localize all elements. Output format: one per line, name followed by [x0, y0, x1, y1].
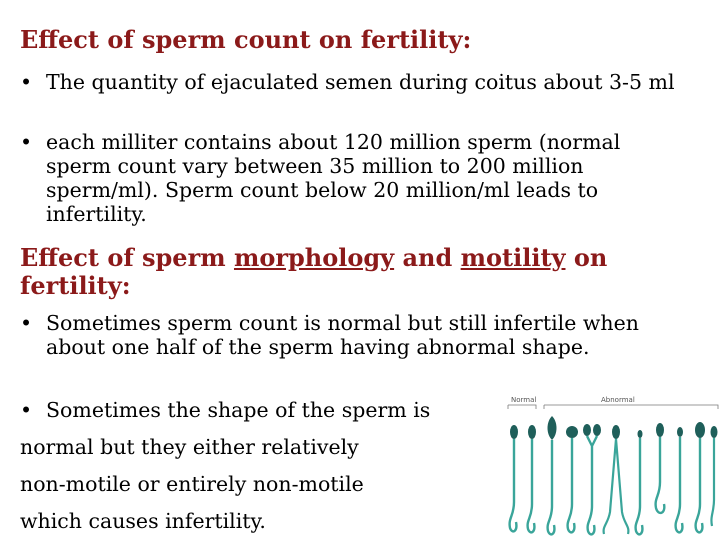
label-abnormal: Abnormal [601, 396, 635, 404]
sperm-illustration-svg [500, 392, 720, 540]
bullet-normal-shape [20, 398, 500, 422]
bullet-text: The quantity of ejaculated semen during coitus about 3-5 ml [46, 70, 675, 94]
continuation-line-2: non-motile or entirely non-motile [20, 472, 364, 496]
sperm-abnormal-large-head [695, 422, 705, 532]
bullet-text: Sometimes sperm count is normal but still infertile when about one half of the sperm having abnormal shape. [46, 311, 639, 359]
sperm-abnormal-round [566, 426, 578, 532]
bullet-marker: • [20, 70, 33, 94]
bullet-text: each milliter contains about 120 million sperm (normal sperm count vary between 35 million to 200 million sperm/ml). Sperm count below 20 million/ml leads to infertility. [46, 130, 621, 226]
bullet-marker: • [20, 311, 33, 335]
bracket-normal [508, 405, 536, 409]
morphology-underlined: morphology [233, 243, 395, 272]
heading-morphology-motility: Effect of sperm morphology and motility on fertility: [20, 243, 608, 300]
bullet-ejaculate-quantity [20, 70, 690, 94]
sperm-normal-2 [528, 425, 536, 532]
sperm-abnormal-double-head [583, 424, 601, 534]
sperm-abnormal-small-head [676, 427, 683, 532]
heading-sperm-count: Effect of sperm count on fertility: [20, 25, 472, 54]
bracket-abnormal [544, 405, 718, 409]
sperm-abnormal-pin-head [636, 430, 643, 534]
motility-underlined: motility [460, 243, 566, 272]
sperm-abnormal-bent [711, 426, 718, 526]
sperm-morphology-illustration [500, 392, 720, 540]
sperm-normal-1 [510, 425, 518, 531]
continuation-line-3: which causes infertility. [20, 509, 266, 533]
sperm-abnormal-double-tail [604, 425, 629, 534]
bullet-abnormal-shape [20, 311, 660, 359]
sperm-abnormal-tapered [548, 416, 557, 534]
label-normal: Normal [511, 396, 537, 404]
continuation-line-1: normal but they either relatively [20, 435, 359, 459]
bullet-marker: • [20, 130, 33, 154]
bullet-sperm-per-ml [20, 130, 690, 226]
bullet-text: Sometimes the shape of the sperm is [46, 398, 431, 422]
sperm-abnormal-coiled [656, 423, 665, 513]
bullet-marker: • [20, 398, 33, 422]
